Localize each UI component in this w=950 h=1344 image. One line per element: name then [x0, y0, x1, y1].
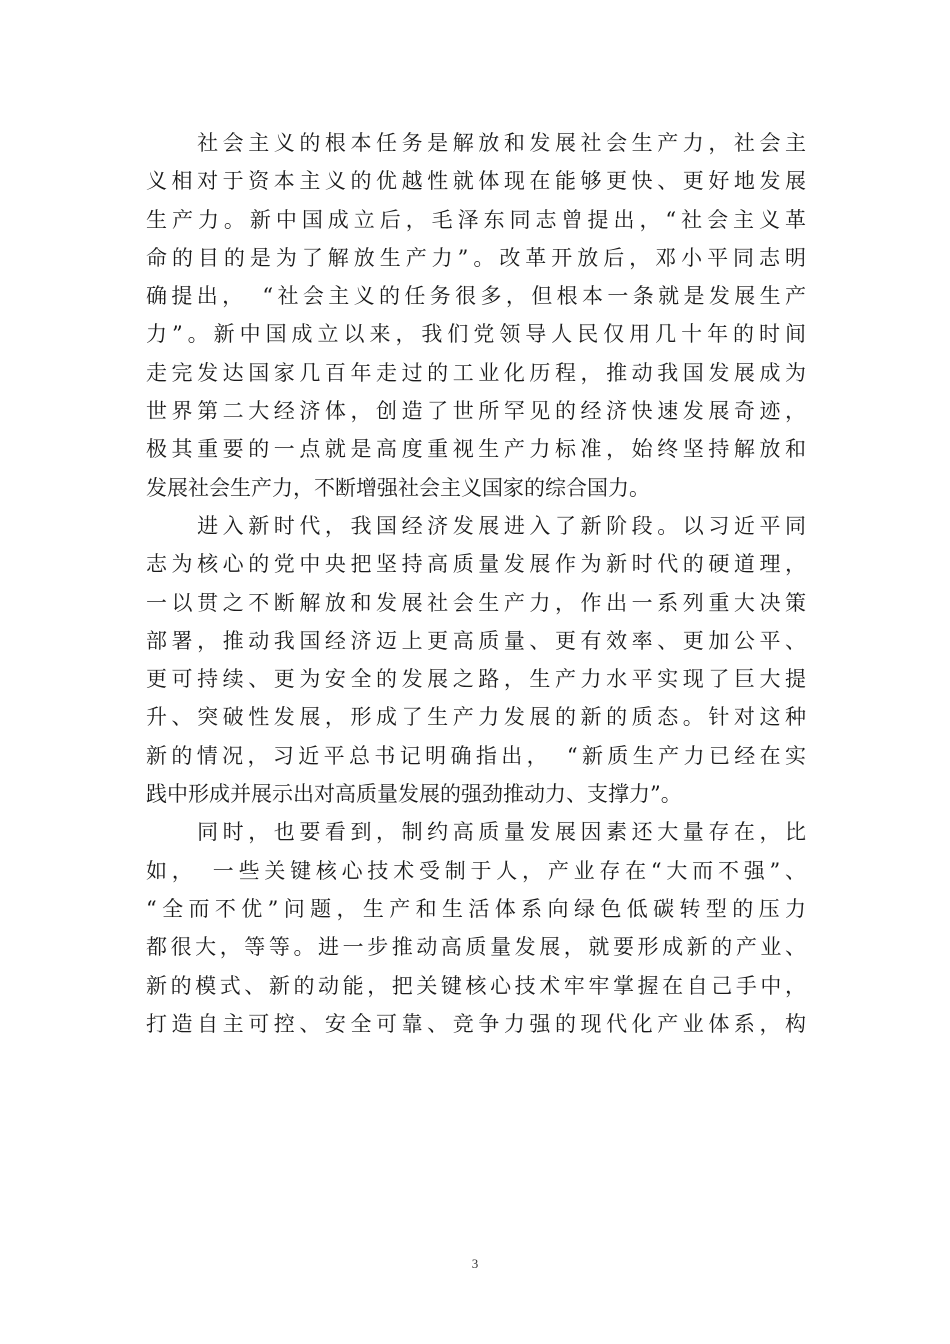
text-line: 力”。新中国成立以来，我们党领导人民仅用几十年的时间: [146, 322, 806, 347]
text-line: 确提出， “社会主义的任务很多，但根本一条就是发展生产: [146, 284, 806, 309]
text-line: 义相对于资本主义的优越性就体现在能够更快、更好地发展: [146, 169, 806, 194]
text-line: 同时，也要看到，制约高质量发展因素还大量存在，比: [146, 820, 806, 845]
paragraph-1: [146, 124, 806, 507]
text-line: 发展社会生产力，不断增强社会主义国家的综合国力。: [146, 475, 650, 500]
text-line: 践中形成并展示出对高质量发展的强劲推动力、支撑力”。: [146, 782, 682, 807]
paragraph-2: [146, 507, 806, 813]
text-line: 走完发达国家几百年走过的工业化历程，推动我国发展成为: [146, 360, 806, 385]
text-line: 一以贯之不断解放和发展社会生产力，作出一系列重大决策: [146, 590, 806, 615]
text-line: 新的情况，习近平总书记明确指出， “新质生产力已经在实: [146, 743, 806, 768]
text-line: 极其重要的一点就是高度重视生产力标准，始终坚持解放和: [146, 437, 806, 462]
text-line: 如， 一些关键核心技术受制于人，产业存在“大而不强”、: [146, 858, 806, 883]
text-line: 生产力。新中国成立后，毛泽东同志曾提出，“社会主义革: [146, 207, 806, 232]
text-line: 进入新时代，我国经济发展进入了新阶段。以习近平同: [146, 513, 806, 538]
text-line: 新的模式、新的动能，把关键核心技术牢牢掌握在自己手中，: [146, 973, 806, 998]
text-line: 社会主义的根本任务是解放和发展社会生产力，社会主: [146, 131, 806, 155]
text-line: “全而不优”问题，生产和生活体系向绿色低碳转型的压力: [146, 896, 806, 921]
text-line: 部署，推动我国经济迈上更高质量、更有效率、更加公平、: [146, 628, 806, 653]
text-line: 都很大，等等。进一步推动高质量发展，就要形成新的产业、: [146, 935, 806, 960]
text-line: 升、突破性发展，形成了生产力发展的新的质态。针对这种: [146, 705, 806, 730]
text-line: 志为核心的党中央把坚持高质量发展作为新时代的硬道理，: [146, 552, 806, 577]
text-line: 打造自主可控、安全可靠、竞争力强的现代化产业体系，构: [146, 1011, 806, 1036]
paragraph-3: [146, 813, 806, 1043]
page-body: [146, 124, 806, 1043]
text-line: 更可持续、更为安全的发展之路，生产力水平实现了巨大提: [146, 667, 806, 692]
text-line: 命的目的是为了解放生产力”。改革开放后，邓小平同志明: [146, 245, 806, 270]
text-line: 世界第二大经济体，创造了世所罕见的经济快速发展奇迹，: [146, 399, 806, 424]
page-number: 3: [471, 1256, 479, 1271]
